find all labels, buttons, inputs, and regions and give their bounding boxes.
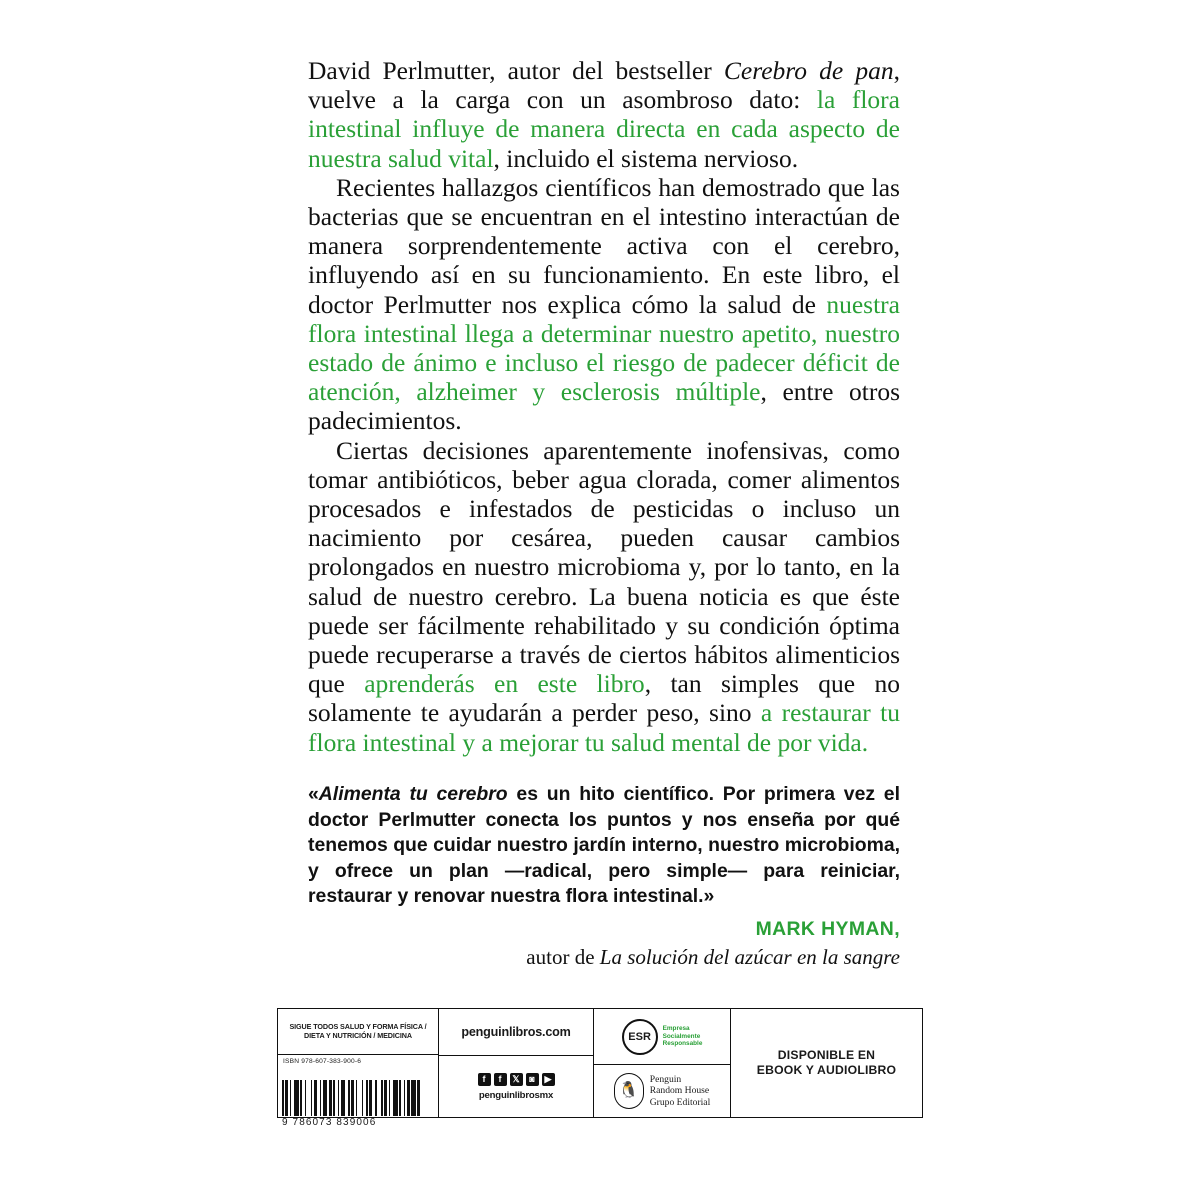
social-row xyxy=(478,1073,555,1086)
collection-line-2: DIETA Y NUTRICIÓN / MEDICINA xyxy=(304,1030,412,1040)
quote-book-title: Alimenta tu cerebro xyxy=(318,783,508,805)
facebook-alt-icon[interactable]: f xyxy=(494,1073,507,1086)
quote-body: es un hito científico. Por primera vez el doctor Perlmutter conecta los puntos y nos enseña por qué tenemos que cuidar nuestro jardín interno, nuestro microbioma, y ofrece un plan —radical, pero simple— para reiniciar, restaurar y renovar nuestra flora intestinal.» xyxy=(308,783,900,908)
prh-line-3: Grupo Editorial xyxy=(649,1096,711,1108)
instagram-icon[interactable]: ◙ xyxy=(526,1073,539,1086)
blurb-p1-part-a: David Perlmutter, autor del bestseller xyxy=(308,56,724,85)
esr-prh-box xyxy=(594,1008,731,1118)
esr-seal-icon xyxy=(622,1019,658,1055)
book-title-cerebro-de-pan: Cerebro de pan xyxy=(723,56,894,85)
prh-line-1: Penguin xyxy=(649,1073,682,1085)
blurb-paragraph-3 xyxy=(308,436,900,757)
barcode xyxy=(282,1080,420,1132)
esr-line-3: Responsable xyxy=(662,1040,703,1048)
collection-line-1: SIGUE TODOS SALUD Y FORMA FÍSICA / xyxy=(289,1021,427,1031)
blurb-text xyxy=(308,56,900,757)
quote-author-name: MARK HYMAN, xyxy=(755,918,900,940)
ebook-line-1: DISPONIBLE EN xyxy=(777,1048,876,1062)
social-media-area xyxy=(439,1056,593,1117)
blurb-p2-part-a: Recientes hallazgos científicos han demostrado que las bacterias que se encuentran en el intestino interactúan de manera sorprendentemente activa con el cerebro, influyendo así en su funcionamiento. En este libro, el doctor Perlmutter nos explica cómo la salud de xyxy=(308,172,900,319)
prh-line-2: Random House xyxy=(649,1085,710,1097)
esr-caption xyxy=(663,1025,703,1048)
blurb-p2-highlight: nuestra flora intestinal llega a determinar nuestro apetito, nuestro estado de ánimo e incluso el riesgo de padecer déficit de atención, alzheimer y esclerosis múltiple xyxy=(308,289,900,407)
esr-badge-label: ESR xyxy=(628,1030,651,1043)
collection-category xyxy=(278,1009,438,1055)
esr-badge-area xyxy=(594,1009,730,1065)
blurb-p3-part-a: Ciertas decisiones aparentemente inofensivas, como tomar antibióticos, beber agua clorada, comer alimentos procesados e infestados de pesticidas o incluso un nacimiento por cesárea, pueden causar cambios prolongados en nuestro microbioma y, por lo tanto, en la salud de nuestro cerebro. La buena noticia es que éste puede ser fácilmente rehabilitado y su condición óptima puede recuperarse a través de ciertos hábitos alimenticios que xyxy=(308,435,900,699)
blurb-p2-part-b: , entre otros padecimientos. xyxy=(308,377,900,436)
blurb-p3-highlight-2: a restaurar tu flora intestinal y a mejorar tu salud mental de por vida. xyxy=(308,698,901,757)
ebook-availability-box xyxy=(731,1008,923,1118)
penguin-logo-icon: 🐧 xyxy=(614,1073,644,1109)
esr-line-1: Empresa xyxy=(662,1024,690,1032)
social-handle: penguinlibrosmx xyxy=(478,1089,554,1101)
x-twitter-icon[interactable]: 𝕏 xyxy=(510,1073,523,1086)
barcode-digits: 9 786073 839006 xyxy=(282,1117,377,1128)
quote-author-work-title: La solución del azúcar en la sangre xyxy=(599,945,900,969)
blurb-p1-part-b: , vuelve a la carga con un asombroso dato: xyxy=(308,56,900,115)
publisher-website[interactable] xyxy=(439,1009,593,1056)
youtube-icon[interactable]: ▶ xyxy=(542,1073,555,1086)
blurb-p1-highlight: la flora intestinal influye de manera directa en cada aspecto de nuestra salud vital xyxy=(308,85,900,173)
blurb-p3-part-b: , tan simples que no solamente te ayudarán a perder peso, sino xyxy=(308,669,900,728)
blurb-paragraph-2 xyxy=(308,173,900,436)
publisher-name xyxy=(650,1074,710,1108)
publisher-web-box xyxy=(439,1008,594,1118)
quote-author-work xyxy=(308,945,900,970)
publisher-website-label: penguinlibros.com xyxy=(461,1025,571,1039)
blurb-p3-highlight-1: aprenderás en este libro xyxy=(364,669,645,699)
review-quote xyxy=(308,782,900,910)
quote-open-mark: « xyxy=(308,783,319,805)
barcode-bars xyxy=(282,1080,420,1116)
isbn-text: ISBN 978-607-383-900-6 xyxy=(283,1058,362,1065)
facebook-icon[interactable]: f xyxy=(478,1073,491,1086)
ebook-line-2: EBOOK Y AUDIOLIBRO xyxy=(756,1063,897,1077)
blurb-p1-part-c: , incluido el sistema nervioso. xyxy=(493,143,799,173)
quote-attribution xyxy=(308,918,900,970)
esr-line-2: Socialmente xyxy=(662,1032,701,1040)
quote-author-prefix: autor de xyxy=(526,945,600,969)
publisher-logo-area xyxy=(594,1065,730,1117)
blurb-paragraph-1 xyxy=(308,56,900,173)
